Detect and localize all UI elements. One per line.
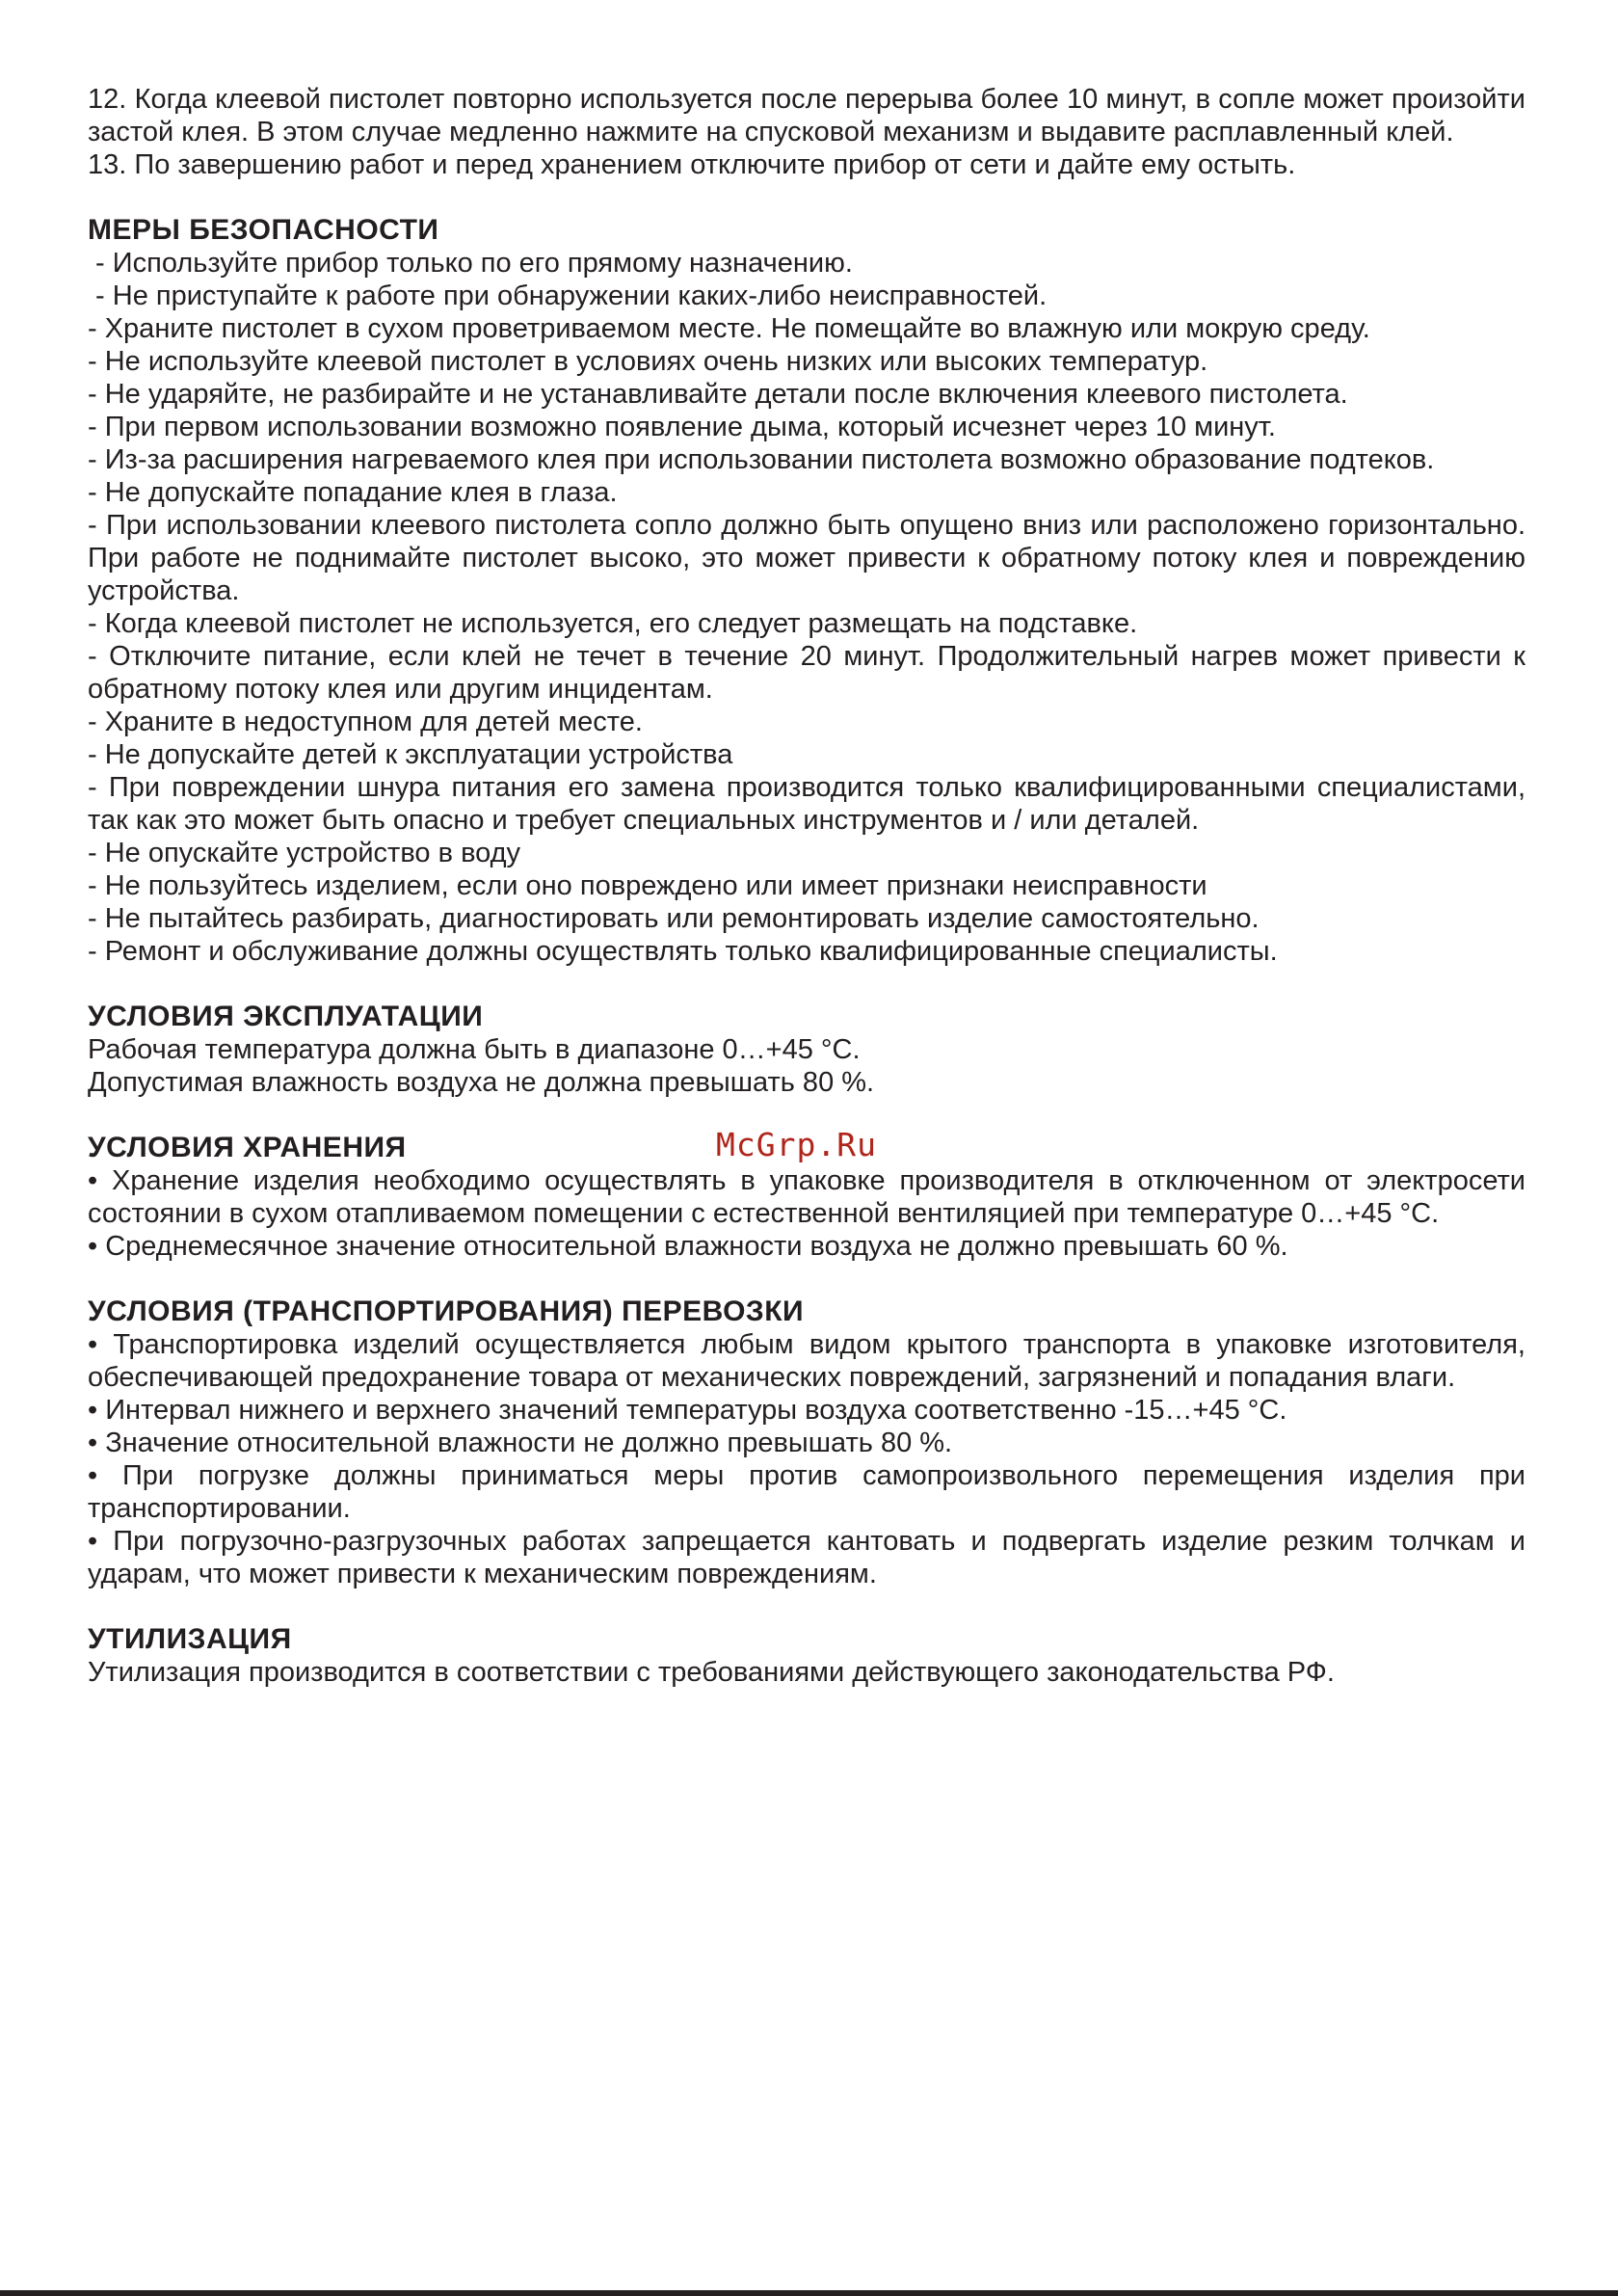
safety-item: - При использовании клеевого пистолета сопло должно быть опущено вниз или расположено горизонтально. При работе не поднимайте пистолет высоко, это может привести к обратному потоку клея и повреждению устройства. (88, 510, 1525, 606)
safety-item: - При первом использовании возможно появление дыма, который исчезнет через 10 минут. (88, 412, 1276, 442)
operation-heading: УСЛОВИЯ ЭКСПЛУАТАЦИИ (88, 1001, 484, 1032)
transport-item: • Значение относительной влажности не должно превышать 80 %. (88, 1428, 953, 1458)
safety-item: - Когда клеевой пистолет не используется, его следует размещать на подставке. (88, 608, 1138, 639)
safety-item: - Не приступайте к работе при обнаружении каких-либо неисправностей. (88, 280, 1048, 311)
safety-item: - Из-за расширения нагреваемого клея при использовании пистолета возможно образование подтеков. (88, 444, 1435, 475)
safety-item: - При повреждении шнура питания его замена производится только квалифицированными специалистами, так как это может быть опасно и требует специальных инструментов и / или деталей. (88, 772, 1525, 836)
operation-temperature: Рабочая температура должна быть в диапазоне 0…+45 °С. (88, 1034, 861, 1065)
safety-item: - Не опускайте устройство в воду (88, 838, 521, 868)
operation-section (88, 1001, 1525, 1099)
safety-item: - Храните в недоступном для детей месте. (88, 707, 643, 737)
transport-item: • При погрузочно-разгрузочных работах запрещается кантовать и подвергать изделие резким толчкам и ударам, что может привести к механическим повреждениям. (88, 1526, 1525, 1589)
disposal-section (88, 1623, 1525, 1689)
disposal-text: Утилизация производится в соответствии с требованиями действующего законодательства РФ. (88, 1657, 1335, 1688)
transport-item: • При погрузке должны приниматься меры против самопроизвольного перемещения изделия при транспортировании. (88, 1460, 1525, 1524)
safety-item: - Не пользуйтесь изделием, если оно повреждено или имеет признаки неисправности (88, 870, 1207, 901)
safety-item: - Ремонт и обслуживание должны осуществлять только квалифицированные специалисты. (88, 936, 1278, 967)
disposal-heading: УТИЛИЗАЦИЯ (88, 1623, 292, 1655)
watermark: McGrp.Ru (716, 1126, 877, 1163)
operation-humidity: Допустимая влажность воздуха не должна превышать 80 %. (88, 1067, 875, 1098)
transport-heading: УСЛОВИЯ (ТРАНСПОРТИРОВАНИЯ) ПЕРЕВОЗКИ (88, 1295, 805, 1327)
safety-item: - Отключите питание, если клей не течет в течение 20 минут. Продолжительный нагрев может привести к обратному потоку клея или другим инцидентам. (88, 641, 1525, 705)
instruction-item-13: 13. По завершению работ и перед хранением отключите прибор от сети и дайте ему остыть. (88, 149, 1296, 180)
safety-item: - Не используйте клеевой пистолет в условиях очень низких или высоких температур. (88, 346, 1208, 377)
safety-item: - Не ударяйте, не разбирайте и не устанавливайте детали после включения клеевого пистолета. (88, 379, 1348, 410)
transport-item: • Интервал нижнего и верхнего значений температуры воздуха соответственно -15…+45 °С. (88, 1395, 1287, 1426)
safety-item: - Не пытайтесь разбирать, диагностировать или ремонтировать изделие самостоятельно. (88, 903, 1260, 934)
safety-item: - Не допускайте детей к эксплуатации устройства (88, 739, 733, 770)
safety-item: - Храните пистолет в сухом проветриваемом месте. Не помещайте во влажную или мокрую среду. (88, 313, 1370, 344)
safety-item: - Используйте прибор только по его прямому назначению. (88, 248, 853, 279)
transport-item: • Транспортировка изделий осуществляется любым видом крытого транспорта в упаковке изготовителя, обеспечивающей предохранение товара от механических повреждений, загрязнений и попадания влаги. (88, 1329, 1525, 1393)
bottom-rule (0, 2290, 1618, 2296)
instruction-item-12: 12. Когда клеевой пистолет повторно используется после перерыва более 10 минут, в сопле может произойти застой клея. В этом случае медленно нажмите на спусковой механизм и выдавите расплавленный клей. (88, 84, 1525, 147)
storage-item: • Среднемесячное значение относительной влажности воздуха не должно превышать 60 %. (88, 1231, 1288, 1262)
document-page (88, 83, 1525, 1689)
storage-item: • Хранение изделия необходимо осуществлять в упаковке производителя в отключенном от электросети состоянии в сухом отапливаемом помещении с естественной вентиляцией при температуре 0…+45 °С. (88, 1165, 1525, 1229)
safety-item: - Не допускайте попадание клея в глаза. (88, 477, 618, 508)
safety-heading: МЕРЫ БЕЗОПАСНОСТИ (88, 214, 439, 246)
storage-heading: УСЛОВИЯ ХРАНЕНИЯ (88, 1132, 407, 1163)
transport-section (88, 1295, 1525, 1590)
safety-section (88, 214, 1525, 968)
